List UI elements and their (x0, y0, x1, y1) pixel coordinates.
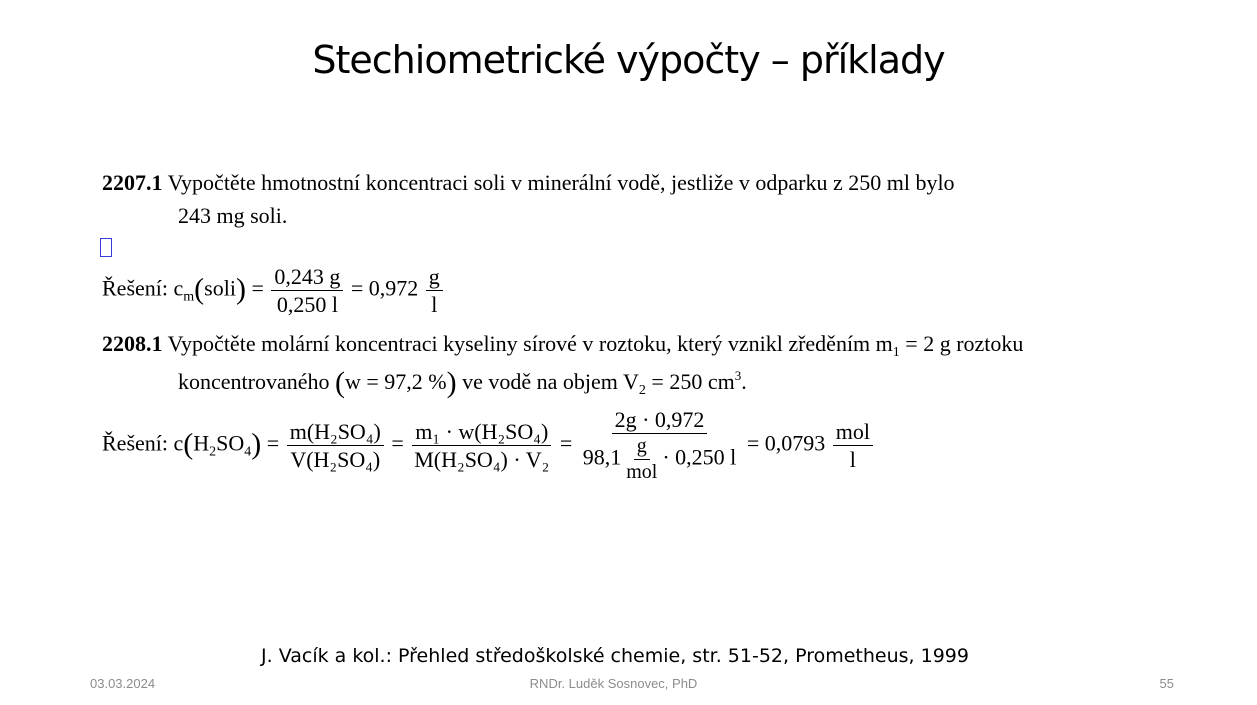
symbol-sup: 3 (734, 368, 742, 383)
fraction-numerator: m(H₂SO₄) (287, 420, 384, 446)
problem-text: . (741, 369, 747, 394)
fraction-3 (580, 408, 740, 483)
symbol-c: c (173, 275, 184, 301)
fraction-denominator: V(H₂SO₄) (290, 447, 381, 473)
fraction-numerator: 2g · 0,972 (612, 408, 708, 434)
unit-numerator: g (634, 436, 650, 460)
problem-2207-line2: 243 mg soli. (178, 203, 288, 228)
fraction-mass-volume (271, 265, 343, 316)
problem-number: 2208.1 (102, 331, 163, 356)
placeholder-box (100, 238, 112, 257)
footer-date: 03.03.2024 (90, 676, 156, 691)
fraction-denominator: M(H₂SO₄) · V₂ (414, 447, 550, 473)
denominator-rest: · 0,250 l (662, 444, 737, 470)
footer-page-number: 55 (1159, 676, 1174, 691)
problem-text-end: = 2 g roztoku (899, 331, 1024, 356)
source-reference: J. Vacík a kol.: Přehled středoškolské chemie, str. 51-52, Prometheus, 1999 (261, 645, 969, 667)
symbol-sub: 1 (892, 345, 900, 360)
problem-text: = 250 cm (645, 369, 735, 394)
result-value: = 0,0793 (746, 430, 826, 456)
slide-title: Stechiometrické výpočty – příklady (312, 38, 945, 82)
footer-author: RNDr. Luděk Sosnovec, PhD (529, 676, 698, 691)
denominator-value: 98,1 (582, 444, 622, 470)
problem-text: ve vodě na objem V (456, 369, 639, 394)
problem-text: Vypočtěte hmotnostní koncentraci soli v minerální vodě, jestliže v odparku z 250 ml bylo (167, 170, 955, 195)
symbol-sub: 2 (638, 383, 646, 398)
fraction-unit (426, 265, 443, 316)
unit-denominator: l (431, 292, 438, 318)
fraction-numerator: m₁ · w(H₂SO₄) (412, 420, 551, 446)
problem-2208-line2: koncentrovaného (w = 97,2 %) ve vodě na objem $V_2 = 250$ $cm^3$. (178, 366, 747, 399)
problem-text: koncentrovaného (178, 369, 335, 394)
fraction-numerator: 0,243 g (271, 265, 343, 291)
solution-2207: Řešení: $c_m(soli)$ = $\frac{0,243 g}{0,250 l}$ = 0,972 $\frac{g}{l}$ (102, 265, 445, 316)
problem-2207-line1 (102, 170, 955, 196)
fraction-denominator: 0,250 l (276, 292, 338, 318)
symbol-arg: soli (204, 275, 236, 301)
problem-text: Vypočtěte molární koncentraci kyseliny sírové v roztoku, který vznikl zředěním m (167, 331, 893, 356)
result-value: = 0,972 (350, 275, 419, 301)
fraction-denominator (580, 434, 740, 483)
solution-label: Řešení: (102, 430, 168, 456)
solution-label: Řešení: (102, 275, 168, 301)
symbol-sub: m (183, 289, 195, 305)
problem-number: 2207.1 (102, 170, 163, 195)
unit-denominator: mol (626, 461, 658, 484)
fraction-1 (287, 420, 384, 471)
mass-fraction: w = 97,2 % (345, 369, 447, 394)
molar-mass-unit (623, 436, 660, 483)
solution-2208: Řešení: $c(H_2SO_4)$ = $\frac{\text{m(H₂SO₄)}}{\text{V(H₂SO₄)}}$ = $\frac{\text{m₁ · w(H₂SO₄)}}{\text{M(H₂SO₄) · V₂}}$ = 2g · 0,972 98,1 $\frac{g}{\text{mol}}$ · 0,250 l = 0,0793 $\frac{\text{mol}}{l}$ (102, 408, 875, 483)
fraction-unit (833, 420, 873, 471)
unit-numerator: mol (833, 420, 873, 446)
symbol-c: c (173, 430, 184, 456)
unit-numerator: g (426, 265, 443, 291)
problem-2208-line1 (102, 331, 1023, 361)
unit-denominator: l (849, 447, 856, 473)
fraction-2 (411, 420, 552, 471)
